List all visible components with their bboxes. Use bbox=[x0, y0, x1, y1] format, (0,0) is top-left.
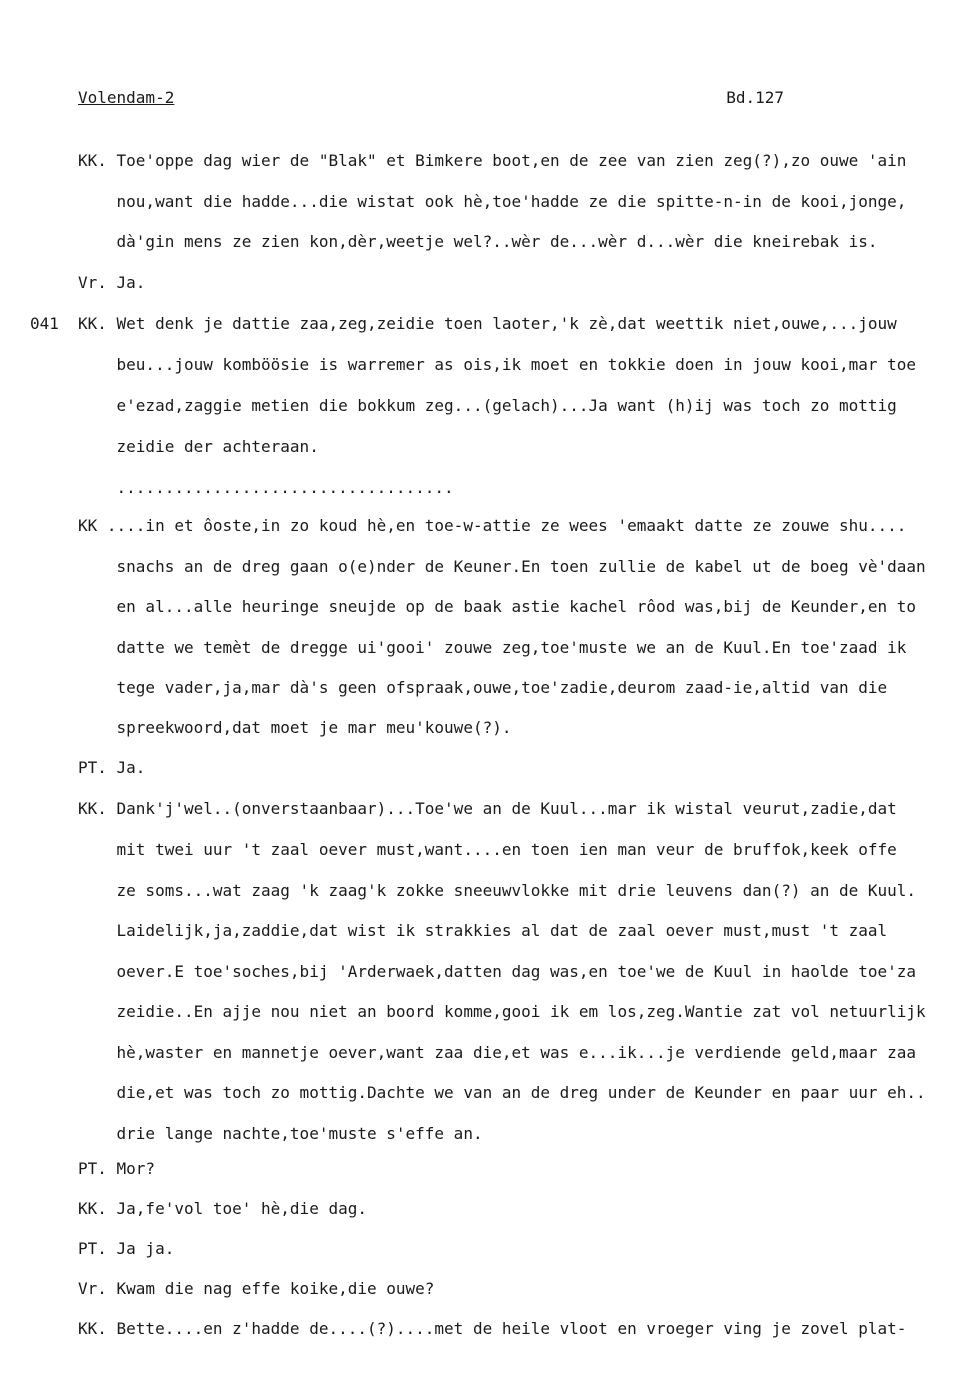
transcript-line: KK. Dank'j'wel..(onverstaanbaar)...Toe'we an de Kuul...mar ik wistal veurut,zadie,dat bbox=[78, 799, 897, 818]
transcript-line: spreekwoord,dat moet je mar meu'kouwe(?). bbox=[78, 718, 512, 737]
page-number: Bd.127 bbox=[726, 88, 784, 107]
transcript-line: zeidie..En ajje nou niet an boord komme,gooi ik em los,zeg.Wantie zat vol netuurlijk bbox=[78, 1002, 926, 1021]
transcript-line: Vr. Kwam die nag effe koike,die ouwe? bbox=[78, 1279, 435, 1298]
header-title: Volendam-2 bbox=[78, 88, 175, 107]
page-header bbox=[78, 88, 784, 112]
transcript-line: KK. Bette....en z'hadde de....(?)....met de heile vloot en vroeger ving je zovel plat- bbox=[78, 1319, 907, 1338]
transcript-line: dà'gin mens ze zien kon,dèr,weetje wel?..wèr de...wèr d...wèr die kneirebak is. bbox=[78, 232, 878, 251]
transcript-line: hè,waster en mannetje oever,want zaa die,et was e...ik...je verdiende geld,maar zaa bbox=[78, 1043, 917, 1062]
transcript-line: oever.E toe'soches,bij 'Arderwaek,datten dag was,en toe'we de Kuul in haolde toe'za bbox=[78, 962, 917, 981]
transcript-line: PT. Ja. bbox=[78, 758, 146, 777]
transcript-line: PT. Ja ja. bbox=[78, 1239, 175, 1258]
transcript-line: KK. Ja,fe'vol toe' hè,die dag. bbox=[78, 1199, 367, 1218]
transcript-line: beu...jouw komböösie is warremer as ois,ik moet en tokkie doen in jouw kooi,mar toe bbox=[78, 355, 917, 374]
margin-number: 041 bbox=[30, 314, 59, 333]
transcript-line: die,et was toch zo mottig.Dachte we van an de dreg under de Keunder en paar uur eh.. bbox=[78, 1083, 926, 1102]
transcript-line: PT. Mor? bbox=[78, 1159, 156, 1178]
transcript-line: KK. Wet denk je dattie zaa,zeg,zeidie toen laoter,'k zè,dat weettik niet,ouwe,...jouw bbox=[78, 314, 897, 333]
transcript-line: drie lange nachte,toe'muste s'effe an. bbox=[78, 1124, 483, 1143]
transcript-line: ze soms...wat zaag 'k zaag'k zokke sneeuwvlokke mit drie leuvens dan(?) an de Kuul. bbox=[78, 881, 917, 900]
transcript-line: snachs an de dreg gaan o(e)nder de Keuner.En toen zullie de kabel ut de boeg vè'daan bbox=[78, 557, 926, 576]
transcript-line: en al...alle heuringe sneujde op de baak astie kachel rôod was,bij de Keunder,en to bbox=[78, 597, 917, 616]
transcript-line: e'ezad,zaggie metien die bokkum zeg...(gelach)...Ja want (h)ij was toch zo mottig bbox=[78, 396, 897, 415]
transcript-line: tege vader,ja,mar dà's geen ofspraak,ouwe,toe'zadie,deurom zaad-ie,altid van die bbox=[78, 678, 888, 697]
transcript-line: KK ....in et ôoste,in zo koud hè,en toe-w-attie ze wees 'emaakt datte ze zouwe shu.... bbox=[78, 516, 907, 535]
transcript-line: nou,want die hadde...die wistat ook hè,toe'hadde ze die spitte-n-in de kooi,jonge, bbox=[78, 192, 907, 211]
separator-dots: ................................... bbox=[78, 478, 454, 497]
transcript-line: KK. Toe'oppe dag wier de "Blak" et Bimkere boot,en de zee van zien zeg(?),zo ouwe 'ain bbox=[78, 151, 907, 170]
transcript-line: Vr. Ja. bbox=[78, 273, 146, 292]
transcript-line: zeidie der achteraan. bbox=[78, 437, 319, 456]
transcript-line: Laidelijk,ja,zaddie,dat wist ik strakkies al dat de zaal oever must,must 't zaal bbox=[78, 921, 888, 940]
transcript-line: datte we temèt de dregge ui'gooi' zouwe zeg,toe'muste we an de Kuul.En toe'zaad ik bbox=[78, 638, 907, 657]
transcript-line: mit twei uur 't zaal oever must,want....en toen ien man veur de bruffok,keek offe bbox=[78, 840, 897, 859]
